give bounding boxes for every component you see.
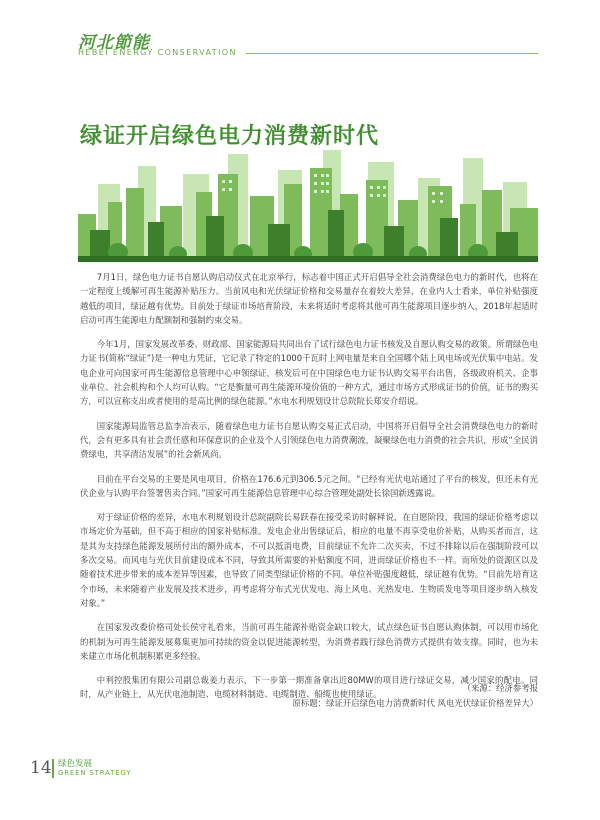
article-paragraph: 7月1日，绿色电力证书自愿认购启动仪式在北京举行，标志着中国正式开启倡导全社会消费绿色电力的新时代，也将在一定程度上缓解可再生能源补贴压力。当前风电和光伏绿证价格和交易量存在着较大差异，在业内人士看来，单位补贴强度越低的项目，绿证越有优势。目前处于绿证市场培育阶段，未来将适时考虑将其他可再生能源项目逐步纳入，2018年起适时启动可再生能源电力配额制和强制约束交易。 — [80, 272, 538, 325]
article-title: 绿证开启绿色电力消费新时代 — [80, 123, 380, 149]
city-skyline-illustration — [78, 144, 538, 262]
original-title: 原标题：绿证开启绿色电力消费新时代 风电光伏绿证价格差异大） — [292, 698, 538, 708]
page-number: 14 — [30, 758, 52, 778]
header-divider — [246, 53, 538, 54]
ground-band — [78, 256, 538, 262]
article-paragraph: 今年1月，国家发展改革委、财政部、国家能源局共同出台了试行绿色电力证书核发及自愿认购交易的政策。所谓绿色电力证书(简称“绿证”)是一种电力凭证，它记录了特定的1000千瓦时上网电量是来自全国哪个陆上风电场或光伏集中电站。发电企业可向国家可再生能源信息管理中心申领绿证，核发后可在中国绿色电力证书认购交易平台出售，各级政府机关、企事业单位、社会机构和个人均可认购。“它是衡量可再生能源环境价值的一种方式，通过市场方式形成证书的价值，证书的购买方，可以宣称支出或者使用的是高比例的绿色能源。”水电水利规划设计总院院长郑安介绍说。 — [80, 339, 538, 407]
article-paragraph: 在国家发改委价格司处长侯守礼看来，当前可再生能源补贴资金缺口较大，试点绿色证书自愿认购体制，可以用市场化的机制为可再生能源发展募集更加可持续的资金以促进能源转型，为消费者践行绿色消费方式提供有效支撑。同时，也为未来建立市场化机制积累更多经验。 — [80, 622, 538, 661]
article-body — [80, 270, 538, 712]
section-name-english: GREEN STRATEGY — [58, 769, 132, 777]
brand-logo: 河北節能 — [78, 33, 150, 53]
page-footer — [30, 756, 190, 786]
brand-english-name: HEBEI ENERGY CONSERVATION — [78, 48, 237, 57]
section-name: 绿色发展 — [58, 759, 93, 769]
footer-divider — [52, 759, 54, 778]
article-paragraph: 中利控股集团有限公司副总裁姜力表示，下一步第一期准备拿出近80MW的项目进行绿证交易，减少国家的配电。同时，从产业链上，从光伏电池制造、电缆材料制造、电缆制造、船缆也使用绿证。 — [80, 675, 538, 700]
article-paragraph: 目前在平台交易的主要是风电项目，价格在176.6元到306.5元之间。“已经有光伏电站通过了平台的核发，但还未有光伏企业与认购平台签署售卖合同。”国家可再生能源信息管理中心综合管理处副处长徐国新透露说。 — [80, 473, 538, 498]
article-paragraph: 国家能源局监管总监李冶表示，随着绿色电力证书自愿认购交易正式启动，中国将开启倡导全社会消费绿色电力的新时代，会有更多具有社会责任感和环保意识的企业及个人引领绿色电力消费潮流，凝聚绿色电力消费的社会共识，形成“全民消费绿电，共享清洁发展”的社会新风尚。 — [80, 420, 538, 460]
page-header — [78, 28, 538, 62]
source-note: （来源：经济参考报 — [462, 683, 538, 693]
article-source — [78, 681, 538, 711]
article-paragraph: 对于绿证价格的差异，水电水利规划设计总院副院长易跃春在接受采访时解释说，在自愿阶段，我国的绿证价格考虑以市场定价为基础，但不高于相应的国家补贴标准。发电企业出售绿证后，相应的电量不再享受电价补贴，从购买者而言，这是其为支持绿色能源发展所付出的额外成本，不可以抵消电费，目前绿证不允许二次买卖，不过不排除以后在强制阶段可以多次交易。而风电与光伏目前建设成本不同，导致其所需要的补贴额度不同，进而绿证价格也不一样。而所处的资源区以及随着技术进步带来的成本差异等因素，也导致了同类型绿证价格的不同。单位补贴强度越低，绿证越有优势。“目前先培育这个市场，未来随着产业发展及技术进步，再考虑将分布式光伏发电、海上风电、光热发电、生物质发电等项目逐步纳入核发对象。” — [80, 512, 538, 608]
